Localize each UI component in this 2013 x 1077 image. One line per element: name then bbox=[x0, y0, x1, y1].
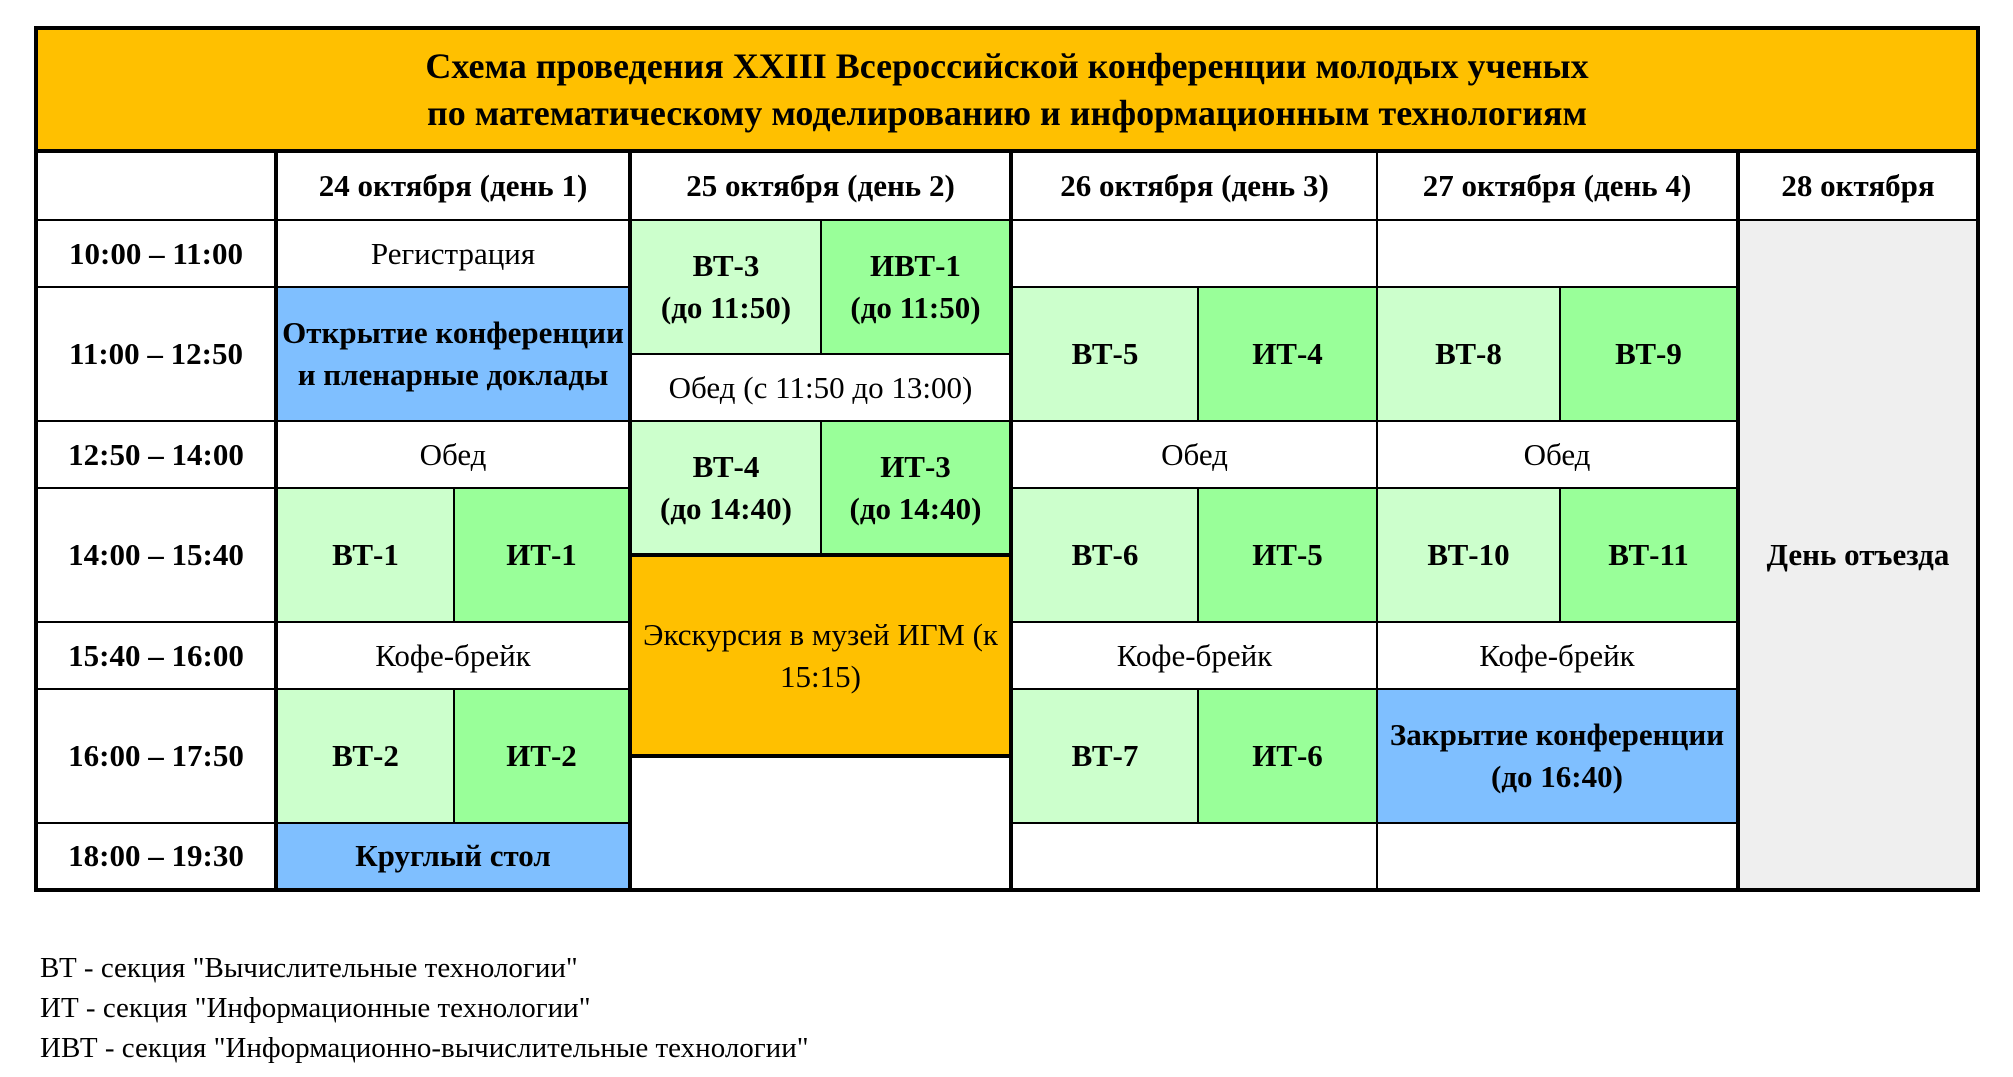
day2-it3 bbox=[821, 421, 1011, 555]
day4-vt11: ВТ-11 bbox=[1560, 488, 1738, 622]
day1-opening-plenary: Открытие конференции и пленарные доклады bbox=[276, 287, 630, 421]
section-name: ИВТ-1 bbox=[870, 248, 961, 284]
day4-vt9: ВТ-9 bbox=[1560, 287, 1738, 421]
day4-empty-morning bbox=[1377, 220, 1738, 287]
time-slot: 16:00 – 17:50 bbox=[36, 689, 276, 823]
title-row bbox=[36, 28, 1978, 151]
day1-lunch: Обед bbox=[276, 421, 630, 488]
schedule bbox=[34, 26, 1980, 892]
day1-it2: ИТ-2 bbox=[454, 689, 630, 823]
time-slot: 18:00 – 19:30 bbox=[36, 823, 276, 890]
day3-lunch: Обед bbox=[1011, 421, 1377, 488]
day5-departure: День отъезда bbox=[1738, 220, 1978, 890]
day2-ivt1 bbox=[821, 220, 1011, 354]
time-slot: 15:40 – 16:00 bbox=[36, 622, 276, 689]
time-slot: 10:00 – 11:00 bbox=[36, 220, 276, 287]
day3-it5: ИТ-5 bbox=[1198, 488, 1377, 622]
day4-lunch: Обед bbox=[1377, 421, 1738, 488]
section-name: ВТ-4 bbox=[692, 448, 760, 484]
day3-it6: ИТ-6 bbox=[1198, 689, 1377, 823]
section-name: ИТ-3 bbox=[880, 448, 951, 484]
time-slot: 14:00 – 15:40 bbox=[36, 488, 276, 622]
day1-coffee-break: Кофе-брейк bbox=[276, 622, 630, 689]
header-corner bbox=[36, 151, 276, 220]
section-until: (до 14:40) bbox=[660, 490, 792, 526]
time-slot: 12:50 – 14:00 bbox=[36, 421, 276, 488]
schedule-table bbox=[34, 26, 1980, 892]
day-header-5: 28 октября bbox=[1738, 151, 1978, 220]
day1-vt2: ВТ-2 bbox=[276, 689, 454, 823]
day1-round-table: Круглый стол bbox=[276, 823, 630, 890]
day4-vt8: ВТ-8 bbox=[1377, 287, 1560, 421]
day3-vt6: ВТ-6 bbox=[1011, 488, 1198, 622]
time-row bbox=[36, 421, 1978, 488]
section-until: (до 11:50) bbox=[660, 290, 792, 325]
section-until: (до 14:40) bbox=[849, 490, 982, 526]
day3-coffee-break: Кофе-брейк bbox=[1011, 622, 1377, 689]
day3-empty-evening bbox=[1011, 823, 1377, 890]
day-header-2: 25 октября (день 2) bbox=[630, 151, 1011, 220]
title-line-1: Схема проведения XXIII Всероссийской конференции молодых ученых bbox=[425, 46, 1589, 87]
day2-empty-evening bbox=[630, 756, 1011, 890]
day-header-3: 26 октября (день 3) bbox=[1011, 151, 1377, 220]
header-row bbox=[36, 151, 1978, 220]
day2-vt3 bbox=[630, 220, 821, 354]
day1-registration: Регистрация bbox=[276, 220, 630, 287]
legend bbox=[40, 948, 809, 1068]
title-line-2: по математическому моделированию и информационным технологиям bbox=[427, 92, 1587, 133]
legend-item-it: ИТ - секция "Информационные технологии" bbox=[40, 992, 591, 1024]
day4-vt10: ВТ-10 bbox=[1377, 488, 1560, 622]
time-row bbox=[36, 220, 1978, 287]
section-name: ВТ-3 bbox=[692, 248, 760, 284]
day3-vt7: ВТ-7 bbox=[1011, 689, 1198, 823]
day4-closing: Закрытие конференции (до 16:40) bbox=[1377, 689, 1738, 823]
day3-it4: ИТ-4 bbox=[1198, 287, 1377, 421]
day2-lunch: Обед (с 11:50 до 13:00) bbox=[630, 354, 1011, 421]
day1-vt1: ВТ-1 bbox=[276, 488, 454, 622]
schedule-title bbox=[36, 28, 1978, 151]
day-header-1: 24 октября (день 1) bbox=[276, 151, 630, 220]
day3-empty-morning bbox=[1011, 220, 1377, 287]
day4-coffee-break: Кофе-брейк bbox=[1377, 622, 1738, 689]
day2-vt4 bbox=[630, 421, 821, 555]
day1-it1: ИТ-1 bbox=[454, 488, 630, 622]
day-header-4: 27 октября (день 4) bbox=[1377, 151, 1738, 220]
day3-vt5: ВТ-5 bbox=[1011, 287, 1198, 421]
day4-empty-evening bbox=[1377, 823, 1738, 890]
legend-item-ivt: ИВТ - секция "Информационно-вычислительные технологии" bbox=[40, 1032, 809, 1064]
time-slot: 11:00 – 12:50 bbox=[36, 287, 276, 421]
legend-item-vt: ВТ - секция "Вычислительные технологии" bbox=[40, 952, 578, 984]
day2-excursion: Экскурсия в музей ИГМ (к 15:15) bbox=[630, 555, 1011, 756]
section-until: (до 11:50) bbox=[850, 290, 981, 325]
